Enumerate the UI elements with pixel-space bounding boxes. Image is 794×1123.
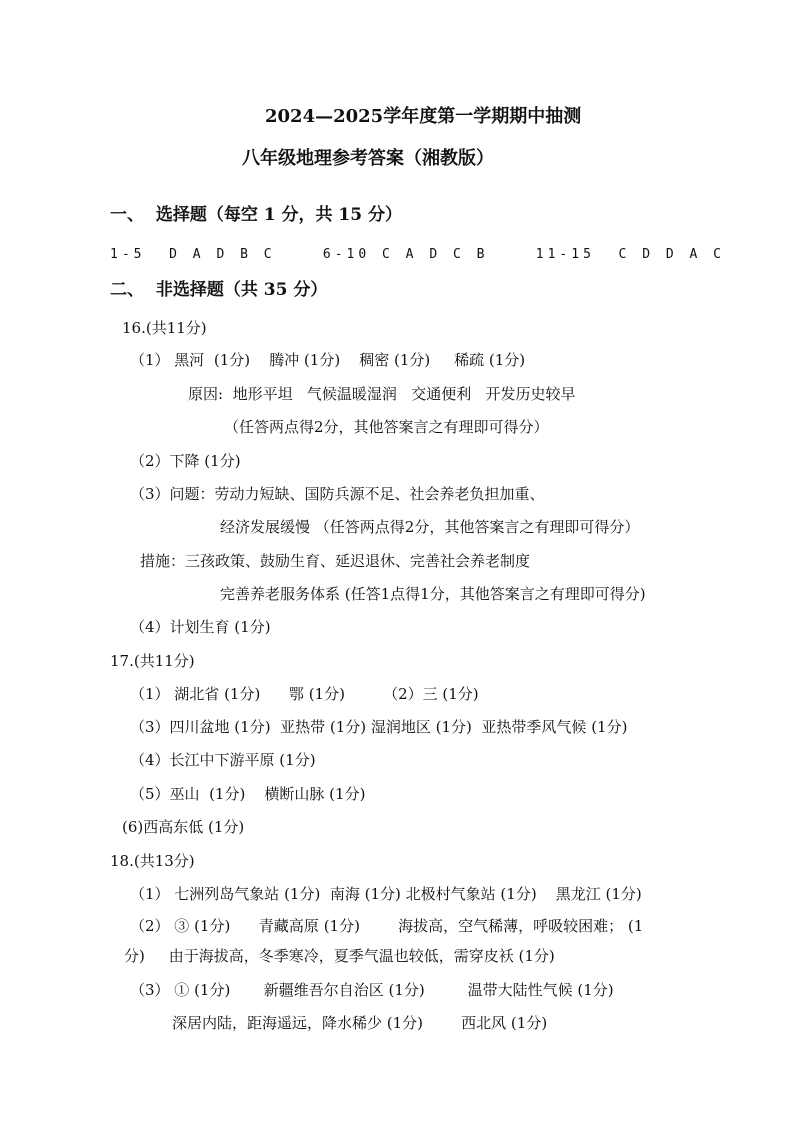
q16-line-5: （3）问题：劳动力短缺、国防兵源不足、社会养老负担加重、 [130,485,545,503]
q18-line-4: （3） ① (1分) 新疆维吾尔自治区 (1分) 温带大陆性气候 (1分) [130,981,614,999]
title-line-2: 八年级地理参考答案（湘教版） [242,148,494,169]
q16-line-6: 经济发展缓慢 （任答两点得2分，其他答案言之有理即可得分） [220,518,640,536]
q17-line-1: （1） 湖北省 (1分) 鄂 (1分) （2）三 (1分) [130,685,479,703]
section-1-heading: 一、 选择题（每空 1 分，共 15 分） [110,205,402,225]
q16-line-8: 完善养老服务体系 (任答1点得1分，其他答案言之有理即可得分) [220,585,646,603]
q16-line-7: 措施：三孩政策、鼓励生育、延迟退休、完善社会养老制度 [140,552,531,570]
q17-header: 17.(共11分) [110,652,195,670]
q16-line-1: （1） 黑河 (1分) 腾冲 (1分) 稠密 (1分) 稀疏 (1分) [130,351,526,369]
q17-line-5: (6)西高东低 (1分) [122,818,245,836]
q17-line-4: （5）巫山 (1分) 横断山脉 (1分) [130,785,366,803]
q17-line-3: （4）长江中下游平原 (1分) [130,751,316,769]
q16-line-9: （4）计划生育 (1分) [130,618,271,636]
q18-header: 18.(共13分) [110,852,195,870]
q18-line-1: （1） 七洲列岛气象站 (1分) 南海 (1分) 北极村气象站 (1分) 黑龙江 (1分) [130,885,642,903]
q18-line-3: 分) 由于海拔高，冬季寒冷，夏季气温也较低，需穿皮袄 (1分) [124,947,555,965]
q16-line-2: 原因: 地形平坦 气候温暖湿润 交通便利 开发历史较早 [188,385,576,403]
q18-line-2: （2） ③ (1分) 青藏高原 (1分) 海拔高，空气稀薄，呼吸较困难； (1 [130,917,644,935]
q16-line-4: （2）下降 (1分) [130,452,241,470]
title-line-1: 2024—2025学年度第一学期期中抽测 [265,106,582,127]
q18-line-5: 深居内陆，距海遥远，降水稀少 (1分) 西北风 (1分) [172,1014,548,1032]
q17-line-2: （3）四川盆地 (1分) 亚热带 (1分) 湿润地区 (1分) 亚热带季风气候 (1分) [130,718,628,736]
multiple-choice-answers: 1-5 D A D B C 6-10 C A D C B 11-15 C D D A C [110,247,725,262]
q16-header: 16.(共11分) [122,319,207,337]
section-2-heading: 二、 非选择题（共 35 分） [110,280,328,300]
q16-line-3: （任答两点得2分，其他答案言之有理即可得分） [224,418,549,436]
